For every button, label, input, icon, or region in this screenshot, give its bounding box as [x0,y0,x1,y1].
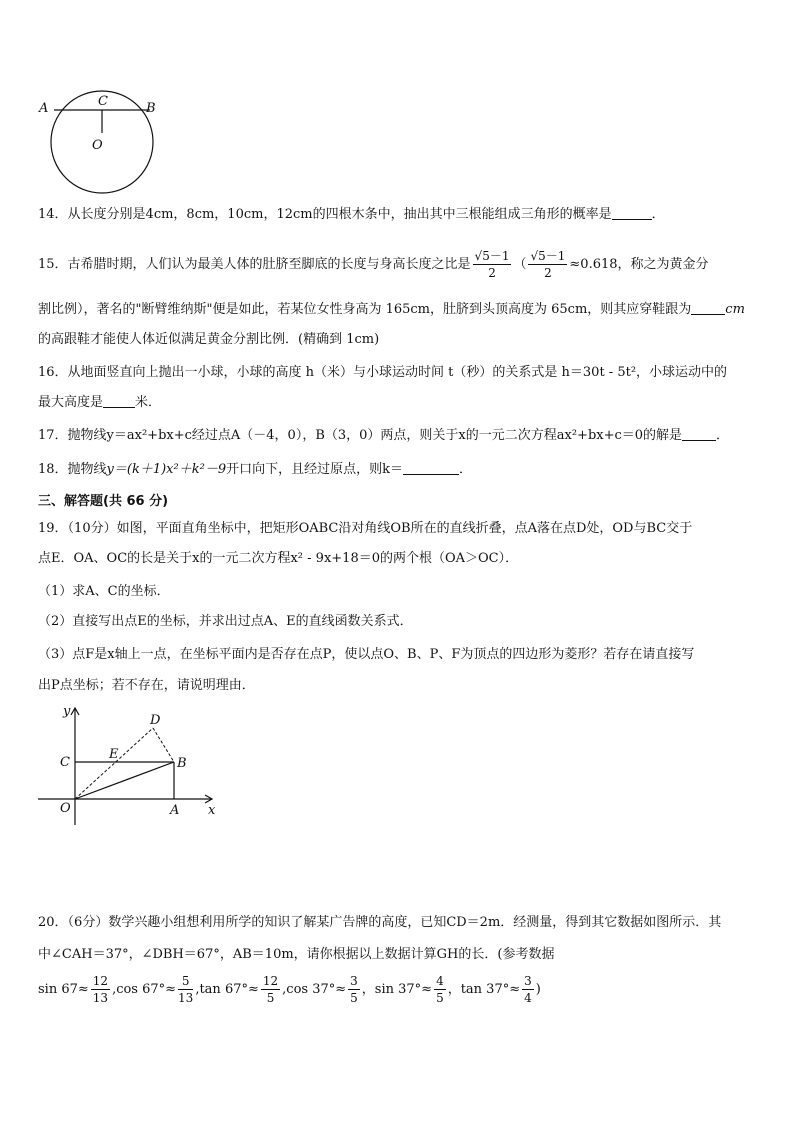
question-19-part-1 [38,582,170,602]
q15-text-c: ≈0.618，称之为黄金分 [569,257,709,272]
question-18 [38,460,472,480]
ref-tan67: ,tan 67°≈ [195,982,259,997]
q15-text-d: 割比例），著名的"断臂维纳斯"便是如此，若某位女性身高为 165cm，肚脐到头顶高度为 65cm，则其应穿鞋跟为 [38,302,692,317]
question-20-reference-data [38,973,541,1006]
ref-cos37: ,cos 37°≈ [282,982,347,997]
q19-text-2: 点E．OA、OC的长是关于x的一元二次方程x² - 9x+18＝0的两个根（OA＞OC）． [38,551,519,566]
golden-ratio-fraction-1 [473,248,512,281]
q18-end: ． [458,462,472,477]
frac-tan37-den: 4 [524,991,532,1005]
frac-tan67-num: 12 [262,974,279,988]
frac-sin37 [434,973,446,1006]
frac-num-2: √5－1 [530,249,566,263]
q16-text-b: 最大高度是 [38,395,104,410]
ref-sin67: sin 67≈ [38,982,89,997]
frac-cos67-num: 5 [178,973,193,990]
q18-text-a: 18．抛物线 [38,462,107,477]
question-19-line-1 [38,519,692,539]
q15-unit: cm [725,302,745,317]
q14-text: 14．从长度分别是4cm，8cm，10cm，12cm的四根木条中，抽出其中三根能组成三角形的概率是 [38,207,612,222]
q16-answer-blank[interactable] [103,393,135,408]
q18-answer-blank[interactable] [403,460,459,475]
q16-text: 16．从地面竖直向上抛出一小球，小球的高度 h（米）与小球运动时间 t（秒）的关系式是 h＝30t - 5t²，小球运动中的 [38,365,728,380]
label-x: x [208,803,216,818]
ref-tan37: ，tan 37°≈ [447,982,521,997]
section-title: 三、解答题(共 66 分) [38,494,169,509]
section-heading [38,492,168,512]
question-20-line-2 [38,945,554,965]
question-20-line-1 [38,913,721,933]
q19-text-1: 19．（10分）如图，平面直角坐标中，把矩形OABC沿对角线OB所在的直线折叠，点A落在点D处，OD与BC交于 [38,521,693,536]
q19-part3-text-2: 出P点坐标；若不存在，请说明理由． [38,678,255,693]
segment-db [153,728,174,762]
q15-answer-blank[interactable] [691,300,725,315]
frac-sin67 [91,973,110,1006]
question-15-line-3 [38,330,379,350]
label-y: y [63,704,71,719]
question-19-part-2 [38,612,413,632]
frac-den-1: 2 [488,266,496,280]
frac-sin67-den: 13 [92,991,109,1005]
question-19-line-2 [38,549,518,569]
frac-cos37-den: 5 [350,991,358,1005]
q17-text: 17．抛物线y＝ax²+bx+c经过点A（－4，0），B（3，0）两点，则关于x的一元二次方程ax²+bx+c＝0的解是 [38,428,683,443]
ref-cos67: ,cos 67°≈ [112,982,177,997]
q14-end: ． [651,207,665,222]
question-16-line-2 [38,393,161,413]
label-b: B [177,756,187,771]
frac-cos67-den: 13 [178,991,194,1005]
label-o: O [92,138,103,153]
ref-close: ) [535,982,541,997]
diagonal-ob [75,762,174,799]
label-a: A [39,101,49,116]
frac-sin37-den: 5 [436,991,444,1005]
frac-tan37-num: 3 [524,974,532,988]
label-a: A [170,803,180,818]
label-c: C [98,94,108,109]
ref-sin37: ，sin 37°≈ [361,982,433,997]
frac-num-1: √5－1 [474,249,510,263]
label-o: O [60,801,71,816]
frac-cos67 [178,973,193,1006]
label-c: C [60,755,70,770]
q20-text-1: 20．（6分）数学兴趣小组想利用所学的知识了解某广告牌的高度，已知CD＝2m．经测量，得到其它数据如图所示．其 [38,915,722,930]
question-16-line-1 [38,363,727,383]
question-14 [38,205,665,225]
circle-figure [30,85,170,205]
q17-end: ． [716,428,730,443]
q20-text-2: 中∠CAH＝37°，∠DBH＝67°，AB＝10m，请你根据以上数据计算GH的长．(参考数据 [38,947,555,962]
coordinate-figure [30,700,230,830]
frac-tan67-den: 5 [266,991,275,1005]
frac-tan37 [522,973,534,1006]
q18-text-b: 开口向下，且经过原点，则k＝ [226,462,403,477]
q15-text-b: （ [513,257,527,272]
q15-text-e: 的高跟鞋才能使人体近似满足黄金分割比例．(精确到 1cm) [38,332,380,347]
question-19-part-3-line-2 [38,676,255,696]
q18-formula: y＝(k＋1)x²＋k²－9 [106,462,227,477]
q17-answer-blank[interactable] [682,426,716,441]
frac-cos37-num: 3 [350,974,358,988]
frac-cos37 [348,973,360,1006]
question-15-line-1 [38,248,709,281]
question-19-part-3-line-1 [38,645,694,665]
golden-ratio-fraction-2 [528,248,567,281]
q19-part3-text-1: （3）点F是x轴上一点，在坐标平面内是否存在点P，使以点O、B、P、F为顶点的四边形为菱形？若存在请直接写 [38,647,695,662]
q14-answer-blank[interactable] [612,205,652,220]
q16-text-c: 米． [135,395,162,410]
label-b: B [146,101,156,116]
question-15-line-2 [38,300,745,320]
frac-tan67 [261,973,280,1006]
question-17 [38,426,729,446]
label-d: D [150,713,161,728]
q15-text-a: 15．古希腊时期，人们认为最美人体的肚脐至脚底的长度与身高长度之比是 [38,257,471,272]
q19-part2-text: （2）直接写出点E的坐标，并求出过点A、E的直线函数关系式． [38,614,413,629]
frac-sin67-num: 12 [92,974,109,988]
frac-den-2: 2 [544,266,552,280]
segment-od [75,728,153,799]
q19-part1-text: （1）求A、C的坐标． [38,584,170,599]
frac-sin37-num: 4 [436,974,444,988]
label-e: E [109,747,119,762]
